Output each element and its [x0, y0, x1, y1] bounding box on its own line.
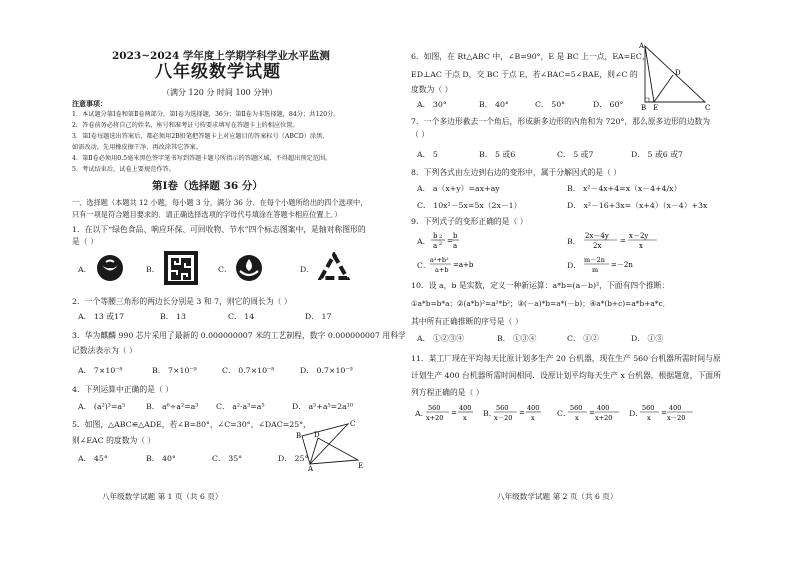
- q1-option-b: B．: [146, 265, 160, 274]
- q10-option-b: B． ①③④: [497, 334, 537, 343]
- q4-option-c: C． a²·a³=a⁵: [216, 402, 265, 411]
- q8-option-b: B． x²－4x+4=x（x－4+4/x）: [567, 184, 682, 193]
- q9-option-d: D．: [567, 261, 582, 270]
- q7-option-d: D． 5 或6 或7: [631, 150, 683, 159]
- svg-text:560: 560: [642, 404, 655, 412]
- question-5-cont: 则∠EAC 的度数为（ ）: [72, 436, 156, 445]
- svg-text:a²+b²: a²+b²: [430, 256, 449, 264]
- q7-option-b: B． 5 或6: [479, 150, 516, 159]
- svg-text:x: x: [575, 414, 579, 422]
- q5-option-a: A． 45°: [78, 454, 108, 463]
- fig5-label-c: C: [350, 420, 356, 428]
- svg-text:a+b: a+b: [435, 266, 449, 274]
- q8-option-c: C． 10x²－5x=5x（2x－1）: [417, 201, 522, 210]
- section-heading: 第Ⅰ卷（选择题 36 分）: [152, 180, 263, 192]
- note-item: 4．第Ⅱ卷必须用0.5毫米黑色签字笔书写到答题卡题号所指示的答题区域，不得超出预定范围。: [72, 155, 332, 162]
- q2-option-d: D． 17: [305, 312, 332, 321]
- q10-option-c: C． ①②: [567, 334, 599, 343]
- q11-a-equation: [425, 402, 479, 424]
- question-1: 1．在以下“绿色食品、响应环保、可回收物、节水”四个标志图案中，是轴对称图形的: [72, 225, 366, 234]
- svg-text:2: 2: [439, 241, 443, 247]
- svg-text:400: 400: [597, 404, 610, 412]
- q6-triangle-figure: [637, 42, 713, 112]
- svg-text:m: m: [592, 266, 599, 274]
- note-item: 如需改动，先用橡皮擦干净，再改涂其它答案。: [72, 144, 202, 151]
- svg-text:=: =: [451, 409, 457, 417]
- q3-option-c: C． 0.7×10⁻⁸: [222, 366, 275, 375]
- svg-text:x: x: [647, 414, 651, 422]
- svg-text:=: =: [589, 409, 595, 417]
- fig6-label-c: C: [705, 104, 711, 112]
- svg-text:x: x: [463, 414, 467, 422]
- question-2: 2．一个等腰三角形的两边长分别是 3 和 7，则它的周长为（ ）: [72, 297, 292, 306]
- q1-option-a: A．: [78, 265, 92, 274]
- q5-option-d: D． 25°: [278, 454, 309, 463]
- q5-option-b: B． 40°: [146, 454, 176, 463]
- page-footer: 八年级数学试题 第 1 页（共 6 页）: [102, 492, 223, 501]
- q11-option-c: C．: [557, 409, 571, 418]
- q10-option-a: A． ①②③④: [417, 334, 465, 343]
- q9-d-fraction: [583, 254, 643, 276]
- green-food-logo-icon: [96, 254, 124, 282]
- fig5-label-d: D: [314, 431, 320, 439]
- svg-text:x－20: x－20: [667, 414, 686, 422]
- question-6-cont2: 度数为（ ）: [411, 85, 453, 94]
- q9-option-a: A．: [417, 237, 431, 246]
- q6-option-b: B． 40°: [479, 100, 509, 109]
- q7-option-a: A． 5: [417, 150, 438, 159]
- q11-option-a: A．: [415, 409, 429, 418]
- svg-text:400: 400: [459, 404, 472, 412]
- q11-option-b: B．: [483, 409, 497, 418]
- section-intro: 只有一项是符合题目要求的．请正确选择选项的字母代号填涂在答题卡相应位置上．）: [72, 210, 342, 219]
- q9-option-c: C．: [417, 261, 431, 270]
- subject-title: 八年级数学试题: [155, 62, 281, 82]
- svg-text:560: 560: [496, 404, 509, 412]
- svg-text:2x－4y: 2x－4y: [585, 232, 609, 240]
- question-10-cont: ①a*b=b*a；②(a*b)²=a²*b²；③(－a)*b=a*(－b)；④a*(b+c)=a*b+a*c．: [411, 299, 670, 308]
- fig6-label-e: E: [653, 104, 659, 112]
- svg-text:2: 2: [439, 234, 443, 240]
- question-3: 3．华为麒麟 990 芯片采用了最新的 0.000000007 米的工艺制程，数字 0.000000007 用科学: [72, 331, 406, 340]
- section-intro: 一、选择题（本题共 12 小题，每小题 3 分，满分 36 分．在每个小题所给出的四个选项中，: [72, 198, 368, 207]
- water-saving-logo-icon: [235, 254, 263, 282]
- q2-option-c: C． 14: [228, 312, 255, 321]
- svg-text:a: a: [433, 242, 438, 250]
- q1-option-c: C．: [218, 265, 232, 274]
- eco-protection-logo-icon: [163, 250, 199, 286]
- svg-text:x+20: x+20: [595, 414, 613, 422]
- q8-option-a: A． a（x+y）=ax+ay: [417, 184, 500, 193]
- svg-text:a: a: [453, 242, 458, 250]
- q2-option-b: B． 13: [160, 312, 186, 321]
- question-10: 10．设 a，b 是实数，定义一种新运算：a*b=(a－b)²，下面有四个推断：: [411, 281, 670, 290]
- right-page: [397, 0, 794, 561]
- question-8: 8．下列各式由左边到右边的变形中，属于分解因式的是（ ）: [411, 168, 622, 177]
- note-item: 5．考试结束后，试卷上要规范作答。: [72, 166, 175, 173]
- q3-option-d: D． 0.7×10⁻⁹: [300, 366, 353, 375]
- svg-text:400: 400: [527, 404, 540, 412]
- q8-option-d: D． x²－16+3x=（x+4）（x－4）+3x: [567, 201, 708, 210]
- q9-a-fraction: [429, 230, 459, 252]
- question-1-cont: 是（ ）: [72, 237, 98, 246]
- svg-text:=－2n: =－2n: [611, 261, 633, 269]
- fig6-label-d: D: [675, 69, 681, 77]
- q3-option-a: A． 7×10⁻⁸: [78, 366, 123, 375]
- recycle-logo-icon: [318, 252, 350, 284]
- note-item: 1．本试题分第Ⅰ卷和第Ⅱ卷两部分，第Ⅰ卷为选择题，36分；第Ⅱ卷为非选择题，84分；共120分。: [72, 111, 340, 118]
- notes-heading: 注意事项：: [72, 99, 107, 108]
- fig5-label-e: E: [358, 462, 364, 470]
- svg-text:x－20: x－20: [494, 414, 513, 422]
- page-footer: 八年级数学试题 第 2 页（共 6 页）: [497, 492, 618, 501]
- svg-text:x+20: x+20: [426, 414, 444, 422]
- q11-d-equation: [639, 402, 695, 424]
- svg-text:2x: 2x: [593, 242, 602, 250]
- svg-text:b: b: [453, 232, 458, 240]
- q6-option-d: D． 60°: [593, 100, 624, 109]
- q5-option-c: C． 35°: [212, 454, 243, 463]
- svg-text:=: =: [519, 409, 525, 417]
- svg-text:=a+b: =a+b: [453, 261, 474, 269]
- question-9: 9．下列式子的变形正确的是（ ）: [411, 217, 528, 226]
- fig6-label-a: A: [639, 42, 645, 50]
- question-11-cont2: 列方程正确的是（ ）: [411, 388, 484, 397]
- svg-text:400: 400: [669, 404, 682, 412]
- question-6: 6．如图，在 Rt△ABC 中，∠B=90°，E 是 BC 上一点，EA=EC，: [411, 52, 650, 61]
- svg-text:x: x: [639, 242, 643, 250]
- q4-option-d: D． a⁵+a⁵=2a¹⁰: [292, 402, 354, 411]
- fig5-label-a: A: [308, 465, 314, 472]
- q6-option-a: A． 30°: [417, 100, 447, 109]
- q3-option-b: B． 7×10⁻⁹: [152, 366, 197, 375]
- question-4: 4．下列运算中正确的是（ ）: [72, 385, 174, 394]
- q4-option-a: A． (a²)³=a⁵: [78, 402, 126, 411]
- q5-triangle-figure: [296, 416, 364, 472]
- q9-option-b: B．: [567, 237, 581, 246]
- question-3-cont: 记数法表示为（ ）: [72, 346, 137, 355]
- svg-text:b: b: [433, 232, 438, 240]
- question-6-cont: ED⊥AC 于点 D，交 BC 于点 E，若∠BAC=5∠BAE，则∠C 的: [411, 70, 638, 79]
- exam-subtitle: （满分 120 分 时间 100 分钟）: [162, 88, 278, 97]
- note-item: 3．第Ⅰ卷每题选出答案后，都必须用2B铅笔把答题卡上对应题目的答案标号（ABCD）涂黑，: [72, 133, 329, 140]
- fig6-label-b: B: [641, 104, 647, 112]
- note-item: 2．答卷前务必将自己的姓名、座号和准考证号按要求填写在答题卡上的相应位置。: [72, 122, 299, 129]
- svg-text:x: x: [531, 414, 535, 422]
- svg-text:560: 560: [570, 404, 583, 412]
- question-7: 7．一个多边形截去一个角后，形成新多边形的内角和为 720°，那么原多边形的边数为: [411, 117, 711, 126]
- svg-text:=: =: [620, 237, 626, 245]
- q1-option-d: D．: [300, 265, 315, 274]
- q6-option-c: C． 50°: [535, 100, 566, 109]
- question-7-blank: （ ）: [411, 130, 430, 139]
- svg-text:560: 560: [428, 404, 441, 412]
- q4-option-b: B． a⁶÷a²=a³: [146, 402, 199, 411]
- q11-c-equation: [567, 402, 621, 424]
- q9-b-fraction: [583, 230, 673, 252]
- q7-option-c: C． 5 或7: [557, 150, 594, 159]
- question-11: 11．某工厂现在平均每天比原计划多生产 20 台机器，现在生产 560 台机器所需时间与原: [411, 354, 721, 363]
- svg-text:=: =: [661, 409, 667, 417]
- svg-text:m－2n: m－2n: [584, 256, 605, 264]
- q11-option-d: D．: [629, 409, 644, 418]
- q11-b-equation: [493, 402, 547, 424]
- svg-text:x－2y: x－2y: [629, 232, 649, 240]
- fig5-label-b: B: [296, 432, 302, 440]
- question-11-cont: 计划生产 400 台机器所需时间相同．设原计划平均每天生产 x 台机器，根据题意，下面所: [411, 371, 721, 380]
- q9-c-fraction: [429, 254, 479, 276]
- exam-title: 2023~2024 学年度上学期学科学业水平监测: [112, 50, 330, 62]
- q2-option-a: A． 13 或17: [78, 312, 125, 321]
- question-5: 5．如图，△ABC≌△ADE，若∠B=80°，∠C=30°，∠DAC=25°，: [72, 420, 311, 429]
- svg-text:=: =: [447, 237, 453, 245]
- question-10-cont2: 其中所有正确推断的序号是（ ）: [411, 317, 523, 326]
- q10-option-d: D． ①③: [631, 334, 664, 343]
